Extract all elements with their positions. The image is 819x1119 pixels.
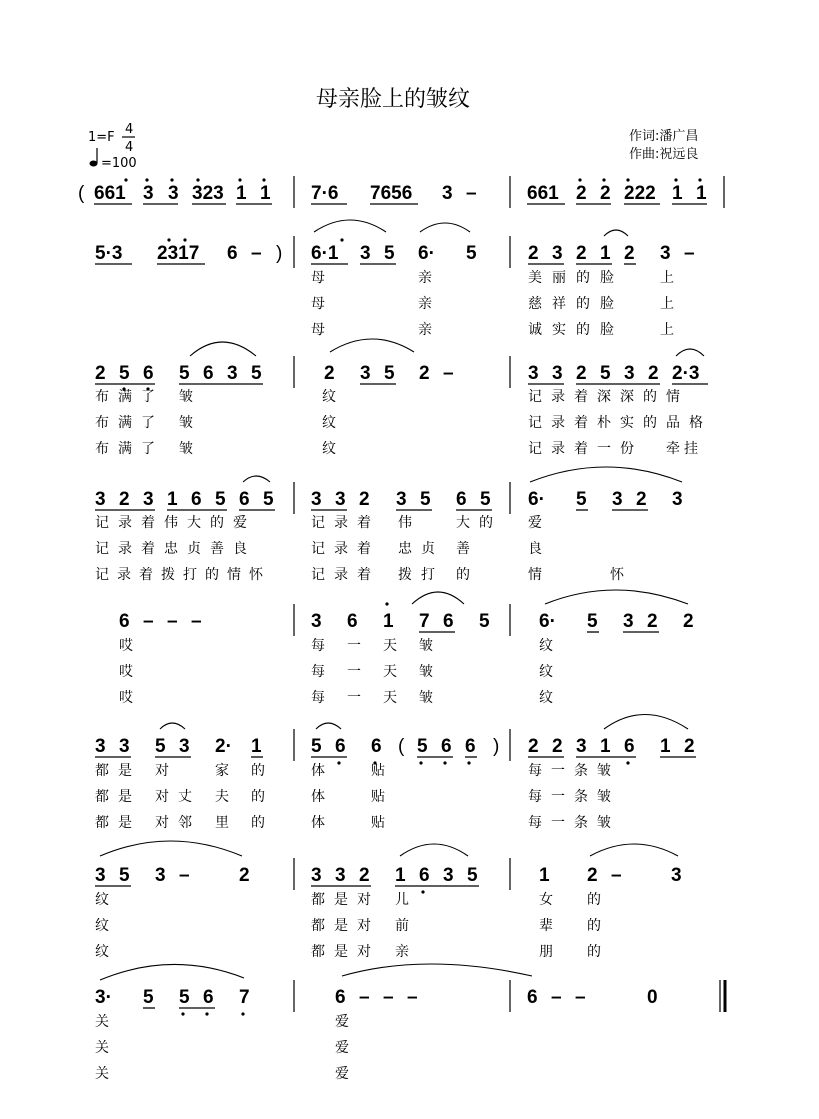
open-paren: ( <box>398 736 405 757</box>
note: 5 <box>466 243 477 264</box>
dash: – <box>179 865 190 886</box>
note: 2 <box>576 363 587 384</box>
note: 1 <box>600 243 611 264</box>
dash: – <box>251 243 262 264</box>
lyric: 的 <box>251 763 265 779</box>
lyric: 纹 <box>539 664 553 680</box>
close-paren: ) <box>276 243 283 264</box>
note: 5 <box>417 736 428 757</box>
note: 3 <box>119 736 130 757</box>
lyric: 女 <box>539 892 553 908</box>
note-group: 222 <box>624 183 656 204</box>
lyric: 记录着一份 <box>528 441 643 457</box>
lyric: 对丈 <box>155 789 201 805</box>
lyric: 家 <box>215 763 229 779</box>
lyric: 爱 <box>335 1014 349 1030</box>
lyric: 天 <box>383 638 397 654</box>
note: 6 <box>191 489 202 510</box>
system-2 <box>95 220 695 338</box>
composer-credit: 作曲:祝远良 <box>629 147 699 162</box>
lyric: 天 <box>383 690 397 706</box>
note: 3 <box>143 183 154 204</box>
note: 3 <box>552 363 563 384</box>
lyric: 上 <box>660 270 674 286</box>
note: 3 <box>624 363 635 384</box>
note: 6 <box>624 736 635 757</box>
lyric: 皱 <box>179 441 193 457</box>
lyric: 儿 <box>395 892 409 908</box>
lyric: 亲 <box>418 270 432 286</box>
lyric: 上 <box>660 322 674 338</box>
note: 3 <box>311 611 322 632</box>
lyric: 贴 <box>371 789 385 805</box>
note: 5 <box>263 489 274 510</box>
dash: – <box>143 611 154 632</box>
lyric: 天 <box>383 664 397 680</box>
lyric: 都是 <box>95 815 141 831</box>
note: 5 <box>179 987 190 1008</box>
lyric: 都是 <box>95 789 141 805</box>
lyric: 一 <box>347 638 361 654</box>
note: 5 <box>215 489 226 510</box>
lyric: 母 <box>311 296 325 312</box>
note: 2 <box>600 183 611 204</box>
lyric: 里 <box>215 815 229 831</box>
note: 3 <box>612 489 623 510</box>
note: 3 <box>671 865 682 886</box>
lyric: 皱 <box>419 638 433 654</box>
open-paren: ( <box>78 183 85 204</box>
note: 2 <box>587 865 598 886</box>
note-group: 7·6 <box>311 183 339 204</box>
lyric: 情 <box>528 567 542 583</box>
note: 0 <box>647 987 658 1008</box>
note: 3 <box>660 243 671 264</box>
lyric: 记录着 <box>311 515 380 531</box>
note: 3 <box>227 363 238 384</box>
note: 6· <box>418 243 435 264</box>
note: 3 <box>552 243 563 264</box>
lyric: 朋 <box>539 944 553 960</box>
note: 5 <box>479 611 490 632</box>
note-group: 323 <box>192 183 224 204</box>
note: 2 <box>576 243 587 264</box>
dash: – <box>443 363 454 384</box>
lyric: 记录着 <box>311 567 380 583</box>
note-group: 7656 <box>370 183 413 204</box>
system-4 <box>95 467 683 583</box>
system-6 <box>95 715 696 832</box>
lyric: 布满了 <box>95 389 164 405</box>
note: 6 <box>119 611 130 632</box>
lyric: 亲 <box>418 296 432 312</box>
note: 5 <box>155 736 166 757</box>
lyric: 皱 <box>179 389 193 405</box>
lyric: 贴 <box>371 763 385 779</box>
lyric: 纹 <box>322 415 336 431</box>
lyric: 前 <box>395 918 409 934</box>
key-signature: 1=F <box>88 130 115 145</box>
note: 5 <box>251 363 262 384</box>
lyric: 都是 <box>95 763 141 779</box>
lyric: 哎 <box>119 664 133 680</box>
lyric: 夫 <box>215 789 229 805</box>
note: 6 <box>347 611 358 632</box>
note: 2 <box>419 363 430 384</box>
dash: – <box>684 243 695 264</box>
note: 6 <box>227 243 238 264</box>
note: 2 <box>528 736 539 757</box>
lyric: 哎 <box>119 690 133 706</box>
lyric: 一 <box>347 664 361 680</box>
note-group: 2317 <box>157 243 200 264</box>
lyric: 纹 <box>322 389 336 405</box>
note: 3 <box>95 736 106 757</box>
note: 3 <box>168 183 179 204</box>
note: 6 <box>335 736 346 757</box>
note: 1 <box>236 183 247 204</box>
note: 1 <box>696 183 707 204</box>
lyric: 都是对 <box>311 918 380 934</box>
lyric: 良 <box>528 541 542 557</box>
note: 5 <box>143 987 154 1008</box>
lyric: 爱 <box>335 1066 349 1082</box>
note: 3 <box>143 489 154 510</box>
note: 5 <box>179 363 190 384</box>
lyric: 诚实的脸 <box>528 322 624 338</box>
note: 6 <box>203 987 214 1008</box>
dash: – <box>551 987 562 1008</box>
lyric: 的 <box>251 789 265 805</box>
note: 1 <box>251 736 262 757</box>
note: 6 <box>419 865 430 886</box>
lyric: 体 <box>311 789 325 805</box>
lyric: 纹 <box>322 441 336 457</box>
note: 3 <box>672 489 683 510</box>
note: 3 <box>576 736 587 757</box>
note: 2· <box>215 736 232 757</box>
lyric: 记录着朴实的品格 <box>528 415 712 431</box>
lyric: 都是对 <box>311 944 380 960</box>
note: 3· <box>95 987 112 1008</box>
note: 3 <box>335 489 346 510</box>
note: 6 <box>456 489 467 510</box>
lyric: 怀 <box>610 567 624 583</box>
lyric: 每 <box>311 690 325 706</box>
dash: – <box>359 987 370 1008</box>
system-7 <box>95 841 682 960</box>
note-group: 2·3 <box>672 363 700 384</box>
lyric: 忠贞 <box>398 541 444 557</box>
note: 5 <box>600 363 611 384</box>
note-group: 661 <box>94 183 126 204</box>
note: 5 <box>384 243 395 264</box>
lyric: 美丽的脸 <box>528 270 624 286</box>
lyric: 都是对 <box>311 892 380 908</box>
lyric: 大的 <box>456 515 502 531</box>
note: 3 <box>528 363 539 384</box>
dash: – <box>191 611 202 632</box>
lyric: 布满了 <box>95 441 164 457</box>
note: 7 <box>239 987 250 1008</box>
note: 7 <box>419 611 430 632</box>
lyric: 爱 <box>528 515 542 531</box>
lyric: 皱 <box>419 690 433 706</box>
note: 3 <box>335 865 346 886</box>
note: 3 <box>443 865 454 886</box>
lyric: 辈 <box>539 918 553 934</box>
dash: – <box>466 183 477 204</box>
dash: – <box>575 987 586 1008</box>
note: 3 <box>360 363 371 384</box>
lyric: 对邻 <box>155 815 201 831</box>
lyric: 纹 <box>539 638 553 654</box>
lyric: 纹 <box>95 918 109 934</box>
lyric: 关 <box>95 1040 109 1056</box>
lyric: 对 <box>155 763 169 779</box>
note: 3 <box>95 489 106 510</box>
note-group: 6·1 <box>311 243 339 264</box>
lyric: 善 <box>456 541 470 557</box>
lyric: 关 <box>95 1066 109 1082</box>
note: 5 <box>467 865 478 886</box>
note: 6 <box>143 363 154 384</box>
lyric: 皱 <box>419 664 433 680</box>
note: 6 <box>203 363 214 384</box>
note: 6 <box>239 489 250 510</box>
note: 1 <box>260 183 271 204</box>
note: 2 <box>95 363 106 384</box>
lyric: 关 <box>95 1014 109 1030</box>
note-group: 661 <box>527 183 559 204</box>
note: 2 <box>647 611 658 632</box>
note: 6 <box>441 736 452 757</box>
system-3 <box>95 339 712 457</box>
dash: – <box>383 987 394 1008</box>
system-5 <box>119 590 694 706</box>
note: 2 <box>528 243 539 264</box>
dash: – <box>167 611 178 632</box>
note: 6 <box>371 736 382 757</box>
lyric: 拨打 <box>398 567 444 583</box>
note: 6· <box>528 489 545 510</box>
lyric: 皱 <box>179 415 193 431</box>
lyric: 亲 <box>418 322 432 338</box>
note: 2 <box>552 736 563 757</box>
lyric: 的 <box>587 944 601 960</box>
note: 2 <box>624 243 635 264</box>
lyric: 体 <box>311 815 325 831</box>
note: 1 <box>672 183 683 204</box>
lyricist-credit: 作词:潘广昌 <box>629 129 699 144</box>
note: 6 <box>527 987 538 1008</box>
lyric: 布满了 <box>95 415 164 431</box>
note: 5 <box>119 363 130 384</box>
note: 1 <box>395 865 406 886</box>
tempo-marking: =100 <box>101 156 137 171</box>
lyric: 哎 <box>119 638 133 654</box>
lyric: 记录着深深的情 <box>528 389 689 405</box>
note: 1 <box>539 865 550 886</box>
note: 3 <box>95 865 106 886</box>
lyric: 的 <box>587 892 601 908</box>
note: 2 <box>324 363 335 384</box>
note: 3 <box>311 865 322 886</box>
note: 5 <box>576 489 587 510</box>
song-title: 母亲脸上的皱纹 <box>315 87 471 112</box>
lyric: 每一条皱 <box>528 763 620 779</box>
note: 3 <box>179 736 190 757</box>
lyric: 纹 <box>95 892 109 908</box>
lyric: 慈祥的脸 <box>528 296 624 312</box>
lyric: 体 <box>311 763 325 779</box>
note: 6· <box>539 611 556 632</box>
note: 2 <box>648 363 659 384</box>
lyric: 伟 <box>398 515 412 531</box>
lyric: 母 <box>311 270 325 286</box>
note: 2 <box>683 611 694 632</box>
note: 3 <box>311 489 322 510</box>
note: 5 <box>119 865 130 886</box>
lyric: 每 <box>311 664 325 680</box>
note: 3 <box>442 183 453 204</box>
system-1 <box>78 176 724 208</box>
note: 3 <box>396 489 407 510</box>
dash: – <box>407 987 418 1008</box>
lyric: 的 <box>251 815 265 831</box>
close-paren: ) <box>493 736 500 757</box>
note: 2 <box>576 183 587 204</box>
lyric: 纹 <box>539 690 553 706</box>
note: 5 <box>311 736 322 757</box>
lyric: 每 <box>311 638 325 654</box>
note: 3 <box>155 865 166 886</box>
note: 2 <box>636 489 647 510</box>
note: 1 <box>167 489 178 510</box>
note: 2 <box>684 736 695 757</box>
time-signature-top: 4 <box>125 122 134 137</box>
lyric: 亲 <box>395 944 409 960</box>
lyric: 记录着忠贞善良 <box>95 541 256 557</box>
lyric: 一 <box>347 690 361 706</box>
note: 6 <box>443 611 454 632</box>
lyric: 爱 <box>335 1040 349 1056</box>
dash: – <box>611 865 622 886</box>
note-group: 5·3 <box>95 243 123 264</box>
note: 6 <box>465 736 476 757</box>
lyric: 每一条皱 <box>528 789 620 805</box>
lyric: 每一条皱 <box>528 815 620 831</box>
note: 6 <box>335 987 346 1008</box>
note: 1 <box>383 611 394 632</box>
lyric: 母 <box>311 322 325 338</box>
lyric: 上 <box>660 296 674 312</box>
lyric: 记录着拨打的情怀 <box>95 567 271 583</box>
quarter-note-icon <box>90 148 98 167</box>
note: 1 <box>600 736 611 757</box>
note: 5 <box>480 489 491 510</box>
system-8 <box>95 964 725 1082</box>
lyric: 牵挂 <box>666 441 702 457</box>
lyric: 记录着 <box>311 541 380 557</box>
note: 3 <box>623 611 634 632</box>
time-signature-bottom: 4 <box>125 140 134 155</box>
note: 2 <box>359 489 370 510</box>
lyric: 的 <box>456 567 470 583</box>
lyric: 贴 <box>371 815 385 831</box>
note: 5 <box>420 489 431 510</box>
note: 5 <box>384 363 395 384</box>
note: 2 <box>119 489 130 510</box>
note: 3 <box>360 243 371 264</box>
lyric: 纹 <box>95 944 109 960</box>
note: 5 <box>587 611 598 632</box>
lyric: 的 <box>587 918 601 934</box>
note: 2 <box>359 865 370 886</box>
note: 1 <box>660 736 671 757</box>
lyric: 记录着伟大的爱 <box>95 515 256 531</box>
note: 2 <box>239 865 250 886</box>
